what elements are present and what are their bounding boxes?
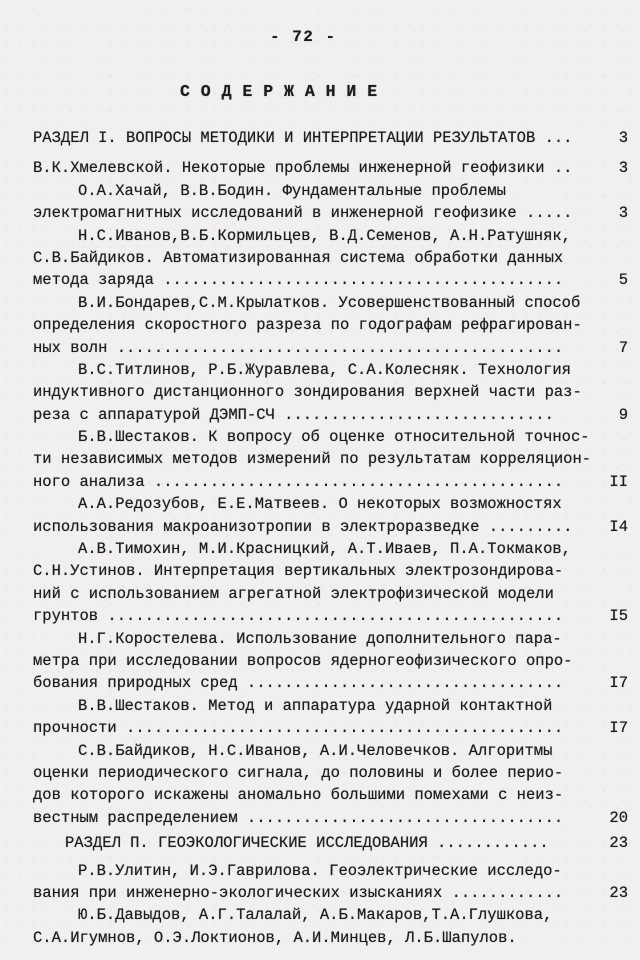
- toc-line: [0, 471, 640, 493]
- page-number-header: - 72 -: [270, 28, 337, 46]
- toc-line-text: реза с аппаратурой ДЭМП-СЧ .............................: [33, 405, 554, 424]
- toc-line: [0, 202, 640, 224]
- toc-line: [0, 225, 640, 247]
- toc-line: [0, 516, 640, 538]
- toc-line-text: ти независимых методов измерений по результатам корреляцион-: [33, 450, 592, 469]
- toc-page-number: I7: [609, 719, 628, 738]
- toc-line: [0, 695, 640, 717]
- toc-line-text: вания при инженерно-экологических изысканиях ............: [33, 883, 564, 902]
- toc-line-text: Н.С.Иванов,В.Б.Кормильцев, В.Д.Семенов, А.Н.Ратушняк,: [78, 226, 571, 245]
- toc-line: [0, 807, 640, 829]
- toc-line: [0, 404, 640, 426]
- toc-line: [0, 560, 640, 582]
- toc-line-text: ных волн ................................................: [33, 338, 564, 357]
- toc-line-text: индуктивного дистанционного зондирования верхней части раз-: [33, 383, 582, 402]
- toc-line-text: использования макроанизотропии в электроразведке .........: [33, 517, 573, 536]
- toc-line: [0, 493, 640, 515]
- toc-line: [0, 605, 640, 627]
- toc-line: [0, 247, 640, 269]
- toc-line-text: Р.В.Улитин, И.Э.Гаврилова. Геоэлектрические исследо-: [78, 861, 562, 880]
- toc-line-text: бования природных сред ..................................: [33, 674, 564, 693]
- toc-line-text: А.А.Редозубов, Е.Е.Матвеев. О некоторых возможностях: [78, 495, 562, 514]
- toc-page-number: 3: [618, 129, 628, 147]
- toc-line-text: О.А.Хачай, В.В.Бодин. Фундаментальные проблемы: [78, 181, 506, 200]
- toc-line: [0, 784, 640, 806]
- toc-line: [0, 717, 640, 739]
- toc-line-text: дов которого искажены аномально большими помехами с неиз-: [33, 786, 564, 805]
- toc-line-text: оценки периодического сигнала, до половины и более перио-: [33, 763, 564, 782]
- toc-page-number: 23: [609, 883, 628, 902]
- toc-page-number: 9: [618, 405, 628, 424]
- toc-line: [0, 381, 640, 403]
- toc-line-text: Ю.Б.Давыдов, А.Г.Талалай, А.Б.Макаров,Т.А.Глушкова,: [78, 906, 553, 925]
- toc-line-text: С.А.Игумнов, О.Э.Локтионов, А.И.Минцев, Л.Б.Шапулов.: [33, 928, 517, 947]
- toc-page-number: I7: [609, 674, 628, 693]
- toc-page-number: 3: [618, 159, 628, 178]
- toc-line-text: определения скоростного разреза по годографам рефрагирован-: [33, 316, 582, 335]
- toc-line-text: А.В.Тимохин, М.И.Красницкий, А.Т.Иваев, П.А.Токмаков,: [78, 540, 571, 559]
- toc-line-text: С.В.Байдиков, Н.С.Иванов, А.И.Человечков. Алгоритмы: [78, 741, 553, 760]
- toc-line-text: метода заряда ...........................................: [33, 271, 564, 290]
- toc-page-number: 3: [618, 204, 628, 223]
- toc-line: [0, 180, 640, 202]
- toc-line: [0, 426, 640, 448]
- toc-line: [0, 448, 640, 470]
- toc-line-text: С.В.Байдиков. Автоматизированная система обработки данных: [33, 248, 564, 267]
- toc-page-number: II: [609, 472, 628, 491]
- toc-line: [0, 359, 640, 381]
- toc-line: [0, 583, 640, 605]
- toc-line: [0, 740, 640, 762]
- toc-line: [0, 904, 640, 926]
- toc-line: [0, 157, 640, 179]
- toc-page-number: 7: [618, 338, 628, 357]
- toc-line: [0, 762, 640, 784]
- toc-line: [0, 672, 640, 694]
- toc-line-text: вестным распределением ..................................: [33, 808, 564, 827]
- toc-line-text: С.Н.Устинов. Интерпретация вертикальных электрозондирова-: [33, 562, 564, 581]
- toc-line: [0, 314, 640, 336]
- toc-line-text: В.В.Шестаков. Метод и аппаратура ударной контактной: [78, 696, 553, 715]
- toc-page-number: 20: [609, 808, 628, 827]
- toc-line: [0, 628, 640, 650]
- toc-page-number: 5: [618, 271, 628, 290]
- toc-line-text: РАЗДЕЛ П. ГЕОЭКОЛОГИЧЕСКИЕ ИССЛЕДОВАНИЯ ............: [65, 834, 549, 853]
- toc-line-text: Б.В.Шестаков. К вопросу об оценке относительной точнос-: [78, 428, 590, 447]
- toc-page-number: 23: [609, 834, 628, 853]
- toc-line-text: В.К.Хмелевской. Некоторые проблемы инженерной геофизики ..: [33, 159, 573, 178]
- toc-line: [0, 292, 640, 314]
- toc-page-number: I4: [609, 517, 628, 536]
- toc-line-text: ний с использованием агрегатной электрофизической модели: [33, 584, 554, 603]
- toc-line-text: В.С.Титлинов, Р.Б.Журавлева, С.А.Колесняк. Технология: [78, 360, 571, 379]
- toc-line: [0, 860, 640, 882]
- toc-line: [0, 650, 640, 672]
- toc-line-text: Н.Г.Коростелева. Использование дополнительного пара-: [78, 629, 562, 648]
- toc-line: [0, 269, 640, 291]
- toc-line: [0, 882, 640, 904]
- toc-line: [0, 538, 640, 560]
- toc-line-text: РАЗДЕЛ I. ВОПРОСЫ МЕТОДИКИ И ИНТЕРПРЕТАЦИИ РЕЗУЛЬТАТОВ ...: [33, 129, 573, 147]
- toc-line: [0, 927, 640, 949]
- toc-list: [0, 127, 640, 949]
- toc-line: [0, 127, 640, 149]
- toc-line-text: электромагнитных исследований в инженерной геофизике .....: [33, 204, 573, 223]
- toc-line-text: В.И.Бондарев,С.М.Крылатков. Усовершенствованный способ: [78, 293, 581, 312]
- toc-line: [0, 337, 640, 359]
- toc-page-number: I5: [609, 607, 628, 626]
- toc-line-text: метра при исследовании вопросов ядерногеофизического опро-: [33, 651, 573, 670]
- toc-line: [0, 832, 640, 854]
- toc-line-text: грунтов .................................................: [33, 607, 564, 626]
- toc-line-text: прочности ...............................................: [33, 719, 564, 738]
- page-title: С О Д Е Р Ж А Н И Е: [180, 82, 378, 101]
- toc-line-text: ного анализа ............................................: [33, 472, 564, 491]
